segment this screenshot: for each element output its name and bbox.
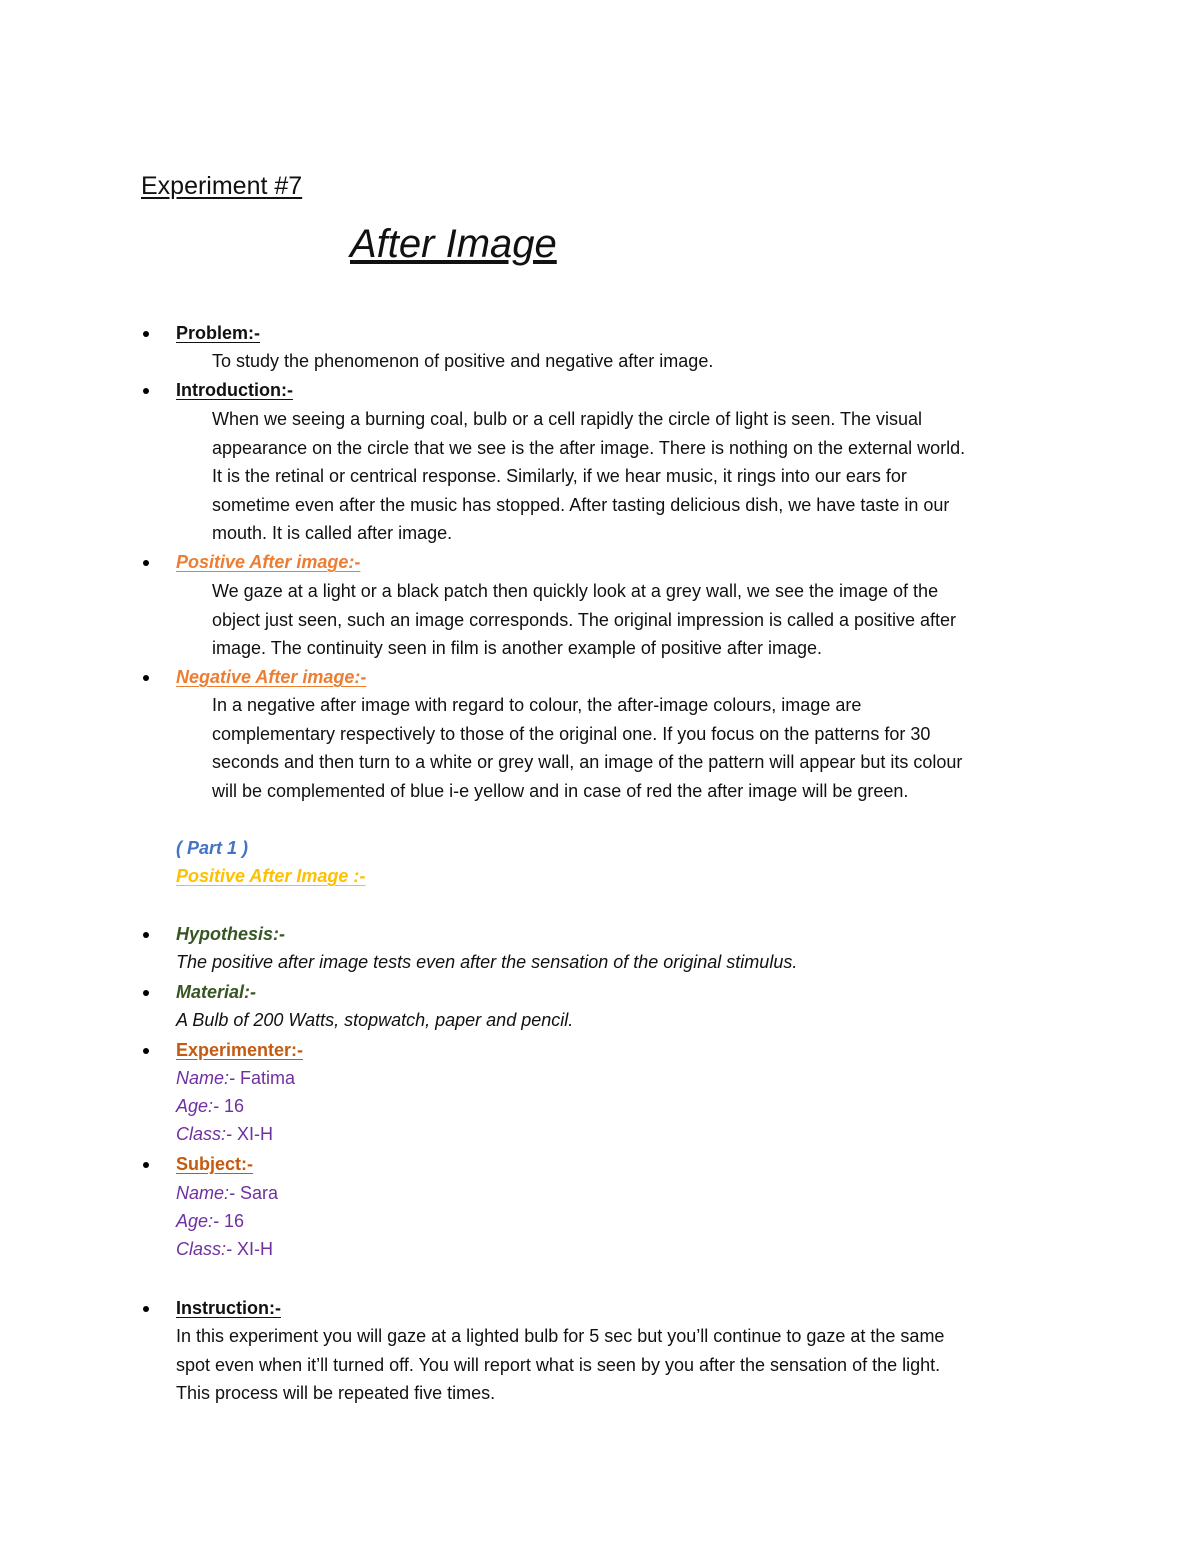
negative-after-image-text bbox=[212, 691, 1072, 805]
text-line: spot even when it’ll turned off. You will report what is seen by you after the sensation of the light. bbox=[176, 1354, 941, 1375]
introduction-label: Introduction:- bbox=[176, 380, 293, 400]
bullet-icon bbox=[143, 388, 149, 394]
field-key: Class:- bbox=[176, 1239, 233, 1259]
text-line: appearance on the circle that we see is the after image. There is nothing on the external world. bbox=[212, 437, 966, 458]
positive-after-image-label: Positive After image:- bbox=[176, 552, 361, 572]
text-line: When we seeing a burning coal, bulb or a cell rapidly the circle of light is seen. The visual bbox=[212, 409, 923, 429]
bullet-icon bbox=[143, 932, 149, 938]
bullet-icon bbox=[143, 560, 149, 566]
text-line: This process will be repeated five times. bbox=[176, 1383, 496, 1404]
text-line: complementary respectively to those of the original one. If you focus on the patterns for 30 bbox=[212, 723, 931, 744]
text-line: In a negative after image with regard to colour, the after-image colours, image are bbox=[212, 695, 862, 715]
bullet-icon bbox=[143, 990, 149, 996]
field-key: Class:- bbox=[176, 1124, 233, 1144]
text-line: seconds and then turn to a white or grey wall, an image of the pattern will appear but its colour bbox=[212, 752, 963, 773]
experimenter-label: Experimenter:- bbox=[176, 1040, 304, 1060]
hypothesis-label: Hypothesis:- bbox=[176, 924, 286, 944]
field-key: Name:- bbox=[176, 1068, 236, 1088]
material-label: Material:- bbox=[176, 982, 257, 1002]
field-value: XI-H bbox=[232, 1124, 274, 1144]
document-title: After Image bbox=[350, 222, 557, 266]
material-text: A Bulb of 200 Watts, stopwatch, paper and pencil. bbox=[176, 1010, 574, 1030]
text-line: object just seen, such an image corresponds. The original impression is called a positive after bbox=[212, 609, 957, 630]
experimenter-name bbox=[176, 1064, 295, 1093]
bullet-icon bbox=[143, 331, 149, 337]
experimenter-age bbox=[176, 1092, 244, 1121]
subject-class bbox=[176, 1235, 273, 1264]
introduction-text bbox=[212, 405, 1072, 548]
subject-name bbox=[176, 1179, 278, 1208]
field-key: Age:- bbox=[176, 1211, 220, 1231]
bullet-icon bbox=[143, 1306, 149, 1312]
text-line: will be complemented of blue i-e yellow and in case of red the after image will be green. bbox=[212, 780, 909, 801]
field-value: 16 bbox=[219, 1096, 245, 1116]
subject-age bbox=[176, 1207, 244, 1236]
positive-after-image-text bbox=[212, 577, 1072, 663]
subject-label: Subject:- bbox=[176, 1154, 254, 1174]
problem-text: To study the phenomenon of positive and negative after image. bbox=[212, 351, 714, 371]
hypothesis-text: The positive after image tests even after the sensation of the original stimulus. bbox=[176, 952, 798, 972]
part-label: ( Part 1 ) bbox=[176, 838, 249, 858]
negative-after-image-label: Negative After image:- bbox=[176, 667, 367, 687]
field-key: Name:- bbox=[176, 1183, 236, 1203]
experiment-heading: Experiment #7 bbox=[141, 172, 303, 200]
instruction-text bbox=[176, 1322, 1036, 1408]
text-line: We gaze at a light or a black patch then quickly look at a grey wall, we see the image of the bbox=[212, 581, 939, 601]
text-line: image. The continuity seen in film is another example of positive after image. bbox=[212, 638, 822, 659]
bullet-icon bbox=[143, 1048, 149, 1054]
bullet-icon bbox=[143, 1162, 149, 1168]
field-key: Age:- bbox=[176, 1096, 220, 1116]
experimenter-class bbox=[176, 1120, 273, 1149]
bullet-icon bbox=[143, 675, 149, 681]
problem-label: Problem:- bbox=[176, 323, 261, 343]
text-line: In this experiment you will gaze at a lighted bulb for 5 sec but you’ll continue to gaze at the same bbox=[176, 1326, 945, 1346]
part-heading: Positive After Image :- bbox=[176, 866, 366, 886]
text-line: It is the retinal or centrical response. Similarly, if we hear music, it rings into our ears for bbox=[212, 466, 907, 487]
field-value: XI-H bbox=[232, 1239, 274, 1259]
field-value: Sara bbox=[235, 1183, 279, 1203]
text-line: sometime even after the music has stopped. After tasting delicious dish, we have taste in our bbox=[212, 494, 950, 515]
text-line: mouth. It is called after image. bbox=[212, 523, 453, 544]
instruction-label: Instruction:- bbox=[176, 1298, 281, 1318]
field-value: 16 bbox=[219, 1211, 245, 1231]
field-value: Fatima bbox=[235, 1068, 296, 1088]
